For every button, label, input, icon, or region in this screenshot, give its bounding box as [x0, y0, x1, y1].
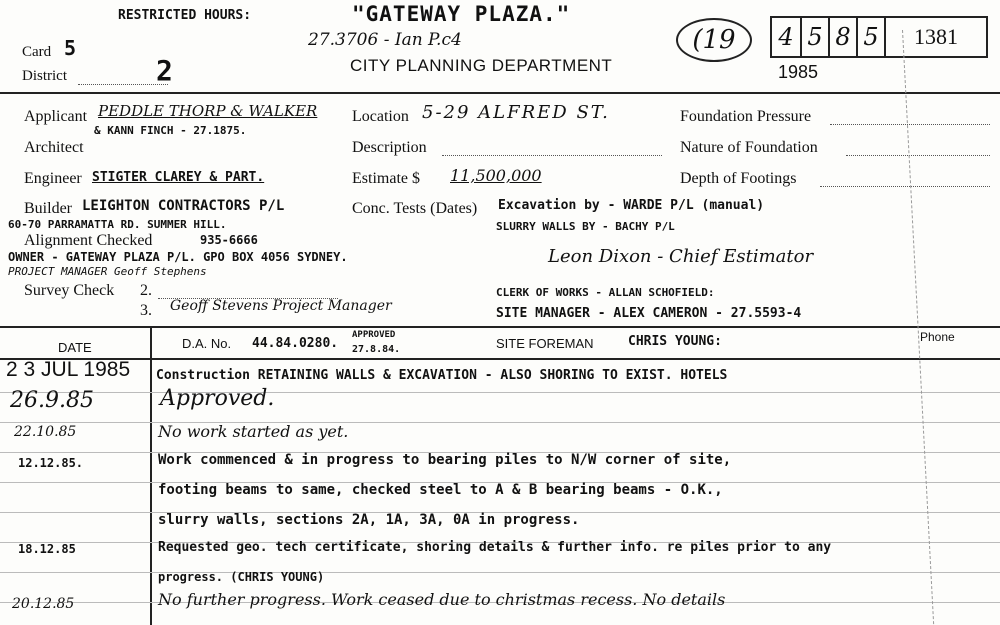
header-divider [0, 92, 1000, 94]
survey-3-label: 3. [140, 302, 152, 319]
row-rule [0, 392, 1000, 393]
digit-3: 8 [828, 18, 856, 56]
clerk-of-works: CLERK OF WORKS - ALLAN SCHOFIELD: [496, 286, 715, 299]
applicant-label: Applicant [24, 108, 88, 125]
row-rule [0, 572, 1000, 573]
row-date: 20.12.85 [12, 596, 75, 612]
engineer-value: STIGTER CLAREY & PART. [92, 170, 265, 185]
estimate-value: 11,500,000 [450, 166, 542, 185]
da-label: D.A. No. [182, 336, 232, 351]
restricted-hours-label: RESTRICTED HOURS: [118, 8, 252, 23]
row-text: progress. (CHRIS YOUNG) [158, 570, 325, 584]
architect-label: Architect [24, 139, 84, 156]
row-date: 2 3 JUL 1985 [6, 358, 131, 381]
row-text: slurry walls, sections 2A, 1A, 3A, 0A in progress. [158, 512, 580, 528]
site-manager: SITE MANAGER - ALEX CAMERON - 27.5593-4 [496, 306, 802, 321]
card-label: Card [22, 44, 52, 60]
builder-address: 60-70 PARRAMATTA RD. SUMMER HILL. [8, 218, 227, 231]
description-dots [442, 155, 662, 156]
builder-value: LEIGHTON CONTRACTORS P/L [82, 198, 285, 214]
approved-label: APPROVED [352, 330, 396, 340]
row-text: No further progress. Work ceased due to christmas recess. No details [158, 590, 726, 609]
project-manager-line: PROJECT MANAGER Geoff Stephens [8, 265, 207, 278]
department-name: CITY PLANNING DEPARTMENT [350, 56, 613, 75]
depth-dots [820, 186, 990, 187]
conc-tests-label: Conc. Tests (Dates) [352, 200, 478, 217]
foundation-pressure-label: Foundation Pressure [680, 108, 812, 125]
row-text: Construction RETAINING WALLS & EXCAVATION - ALSO SHORING TO EXIST. HOTELS [156, 368, 728, 383]
applicant-value-2: & KANN FINCH - 27.1875. [94, 124, 247, 137]
date-header: DATE [58, 340, 92, 355]
description-label: Description [352, 139, 427, 156]
district-dots [78, 84, 168, 85]
nature-dots [846, 155, 990, 156]
district-value: 2 [156, 54, 173, 87]
card-number: 1381 [884, 18, 986, 56]
date-column-divider [150, 326, 152, 625]
survey-2-label: 2. [140, 282, 152, 299]
alignment-label: Alignment Checked [24, 232, 153, 249]
project-name: "GATEWAY PLAZA." [352, 2, 571, 26]
row-text: Requested geo. tech certificate, shoring details & further info. re piles prior to any [158, 540, 832, 555]
location-label: Location [352, 108, 409, 125]
card-value: 5 [64, 36, 77, 60]
digit-2: 5 [800, 18, 828, 56]
survey-3-value: Geoff Stevens Project Manager [170, 298, 392, 314]
slurry-value: SLURRY WALLS BY - BACHY P/L [496, 220, 675, 233]
alignment-value: 935-6666 [200, 233, 258, 247]
row-date: 18.12.85 [18, 542, 76, 556]
row-text: footing beams to same, checked steel to A & B bearing beams - O.K., [158, 482, 723, 498]
foundation-pressure-dots [830, 124, 990, 125]
row-date: 22.10.85 [14, 424, 77, 440]
project-note: 27.3706 - Ian P.c4 [308, 30, 462, 50]
da-value: 44.84.0280. [252, 336, 339, 351]
site-foreman-value: CHRIS YOUNG: [628, 334, 722, 349]
leon-value: Leon Dixon - Chief Estimator [548, 246, 814, 267]
site-foreman-label: SITE FOREMAN [496, 336, 594, 351]
circled-number: (19 [676, 18, 752, 62]
digit-1: 4 [778, 23, 794, 51]
year: 1985 [778, 62, 819, 82]
nature-of-foundation-label: Nature of Foundation [680, 139, 818, 156]
row-text: No work started as yet. [158, 422, 349, 441]
row-text: Work commenced & in progress to bearing piles to N/W corner of site, [158, 452, 732, 468]
survey-label: Survey Check [24, 282, 115, 299]
row-date: 12.12.85. [18, 456, 84, 470]
applicant-value: PEDDLE THORP & WALKER [98, 102, 318, 120]
builder-label: Builder [24, 200, 72, 217]
owner-line: OWNER - GATEWAY PLAZA P/L. GPO BOX 4056 SYDNEY. [8, 250, 348, 264]
depth-of-footings-label: Depth of Footings [680, 170, 797, 187]
estimate-label: Estimate $ [352, 170, 420, 187]
approved-date: 27.8.84. [352, 344, 401, 355]
engineer-label: Engineer [24, 170, 82, 187]
row-text: Approved. [160, 386, 275, 411]
row-date: 26.9.85 [10, 388, 94, 413]
digit-4: 5 [856, 18, 884, 56]
location-value: 5-29 ALFRED ST. [422, 102, 610, 123]
excavation-value: Excavation by - WARDE P/L (manual) [498, 198, 765, 213]
district-label: District [22, 68, 67, 84]
phone-label: Phone [920, 330, 955, 344]
row-rule [0, 422, 1000, 423]
